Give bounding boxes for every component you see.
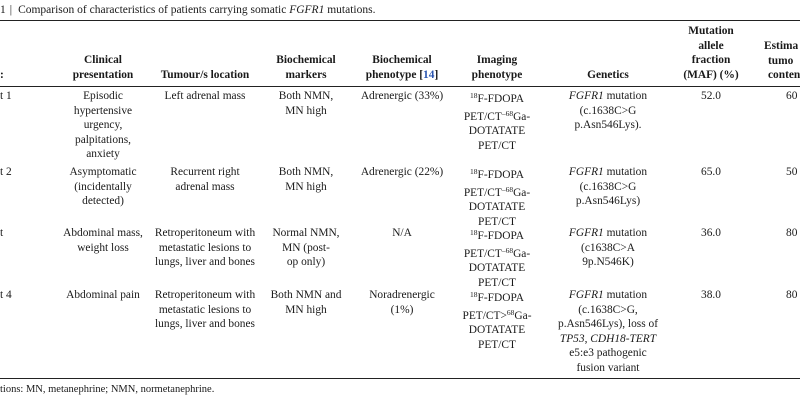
row4-tumour-content: 80 bbox=[786, 289, 798, 301]
caption-separator: | bbox=[9, 4, 13, 16]
header-imaging: Imaging phenotype bbox=[471, 54, 523, 81]
row1-maf: 52.0 bbox=[701, 90, 721, 102]
bottom-rule bbox=[0, 378, 800, 379]
row2-location: Recurrent right adrenal mass bbox=[170, 166, 240, 193]
table-number: 1 bbox=[0, 4, 6, 16]
header-biochem-phenotype: Biochemical phenotype [14] bbox=[365, 54, 439, 81]
header-rule bbox=[0, 86, 800, 87]
caption-text: Comparison of characteristics of patients carrying somatic bbox=[18, 4, 290, 16]
row4-patient: t 4 bbox=[0, 289, 12, 301]
row3-maf: 36.0 bbox=[701, 227, 721, 239]
row2-markers: Both NMN, MN high bbox=[278, 166, 334, 193]
row1-tumour-content: 60 bbox=[786, 90, 798, 102]
header-clinical: Clinical presentation bbox=[72, 54, 134, 81]
header-maf: Mutation allele fraction (MAF) (%) bbox=[683, 25, 739, 81]
header-location: Tumour/s location bbox=[160, 69, 250, 81]
row4-phenotype: Noradrenergic (1%) bbox=[369, 289, 435, 316]
row1-patient: t 1 bbox=[0, 90, 12, 102]
row1-markers: Both NMN, MN high bbox=[278, 90, 334, 117]
row3-location: Retroperitoneum with metastatic lesions to lungs, liver and bones bbox=[154, 227, 256, 269]
row1-clinical: Episodic hypertensive urgency, palpitations, anxiety bbox=[73, 90, 133, 161]
row3-patient: t bbox=[0, 227, 4, 239]
row3-markers: Normal NMN, MN (post- op only) bbox=[272, 227, 340, 269]
row4-clinical: Abdominal pain bbox=[66, 289, 140, 301]
row1-imaging: $^{18}$F-FDOPA PET/$CT^{-68}Ga-$ DOTATATE PET/CT bbox=[463, 91, 531, 152]
row3-phenotype: N/A bbox=[392, 227, 412, 239]
top-rule bbox=[0, 20, 800, 21]
row2-tumour-content: 50 bbox=[786, 166, 798, 178]
caption-gene: FGFR1 bbox=[289, 4, 325, 16]
row4-markers: Both NMN and MN high bbox=[270, 289, 342, 316]
row3-imaging: $^{18}$F-FDOPA PET/$CT^{-68}Ga-$ DOTATATE PET/CT bbox=[463, 228, 531, 289]
table-caption bbox=[0, 4, 375, 16]
header-biochem-markers: Biochemical markers bbox=[276, 54, 336, 81]
row2-patient: t 2 bbox=[0, 166, 12, 178]
row3-clinical: Abdominal mass, weight loss bbox=[63, 227, 143, 254]
row4-genetics: FGFR1 mutation (c.1638C>G, p.Asn546Lys), loss of TP53, CDH18-TERT e5:e3 pathogenic fusion variant bbox=[558, 289, 658, 374]
caption-text-end: mutations. bbox=[324, 4, 376, 16]
row2-genetics: FGFR1 mutation (c.1638C>G p.Asn546Lys) bbox=[568, 166, 648, 208]
header-patient: : bbox=[0, 69, 4, 81]
table-footnote: tions: MN, metanephrine; NMN, normetanephrine. bbox=[0, 384, 215, 395]
reference-link[interactable]: 14 bbox=[423, 68, 435, 81]
row2-imaging: $^{18}$F-FDOPA PET/$CT^{-68}Ga-$ DOTATATE PET/CT bbox=[463, 167, 531, 228]
row4-imaging: $^{18}$F-FDOPA PET/CT>$^{68}$Ga- DOTATATE PET/CT bbox=[462, 290, 532, 351]
row4-maf: 38.0 bbox=[701, 289, 721, 301]
row2-phenotype: Adrenergic (22%) bbox=[360, 166, 444, 178]
row1-phenotype: Adrenergic (33%) bbox=[360, 90, 444, 102]
row4-location: Retroperitoneum with metastatic lesions to lungs, liver and bones bbox=[154, 289, 256, 331]
header-genetics: Genetics bbox=[587, 69, 629, 81]
row1-location: Left adrenal mass bbox=[164, 90, 246, 102]
row3-tumour-content: 80 bbox=[786, 227, 798, 239]
row2-clinical: Asymptomatic (incidentally detected) bbox=[69, 166, 137, 208]
header-tumour-content: Estima tumo conten bbox=[764, 40, 800, 82]
row1-genetics: FGFR1 mutation (c.1638C>G p.Asn546Lys). bbox=[568, 90, 648, 132]
row2-maf: 65.0 bbox=[701, 166, 721, 178]
row3-genetics: FGFR1 mutation (c1638C>A 9p.N546K) bbox=[568, 227, 648, 269]
